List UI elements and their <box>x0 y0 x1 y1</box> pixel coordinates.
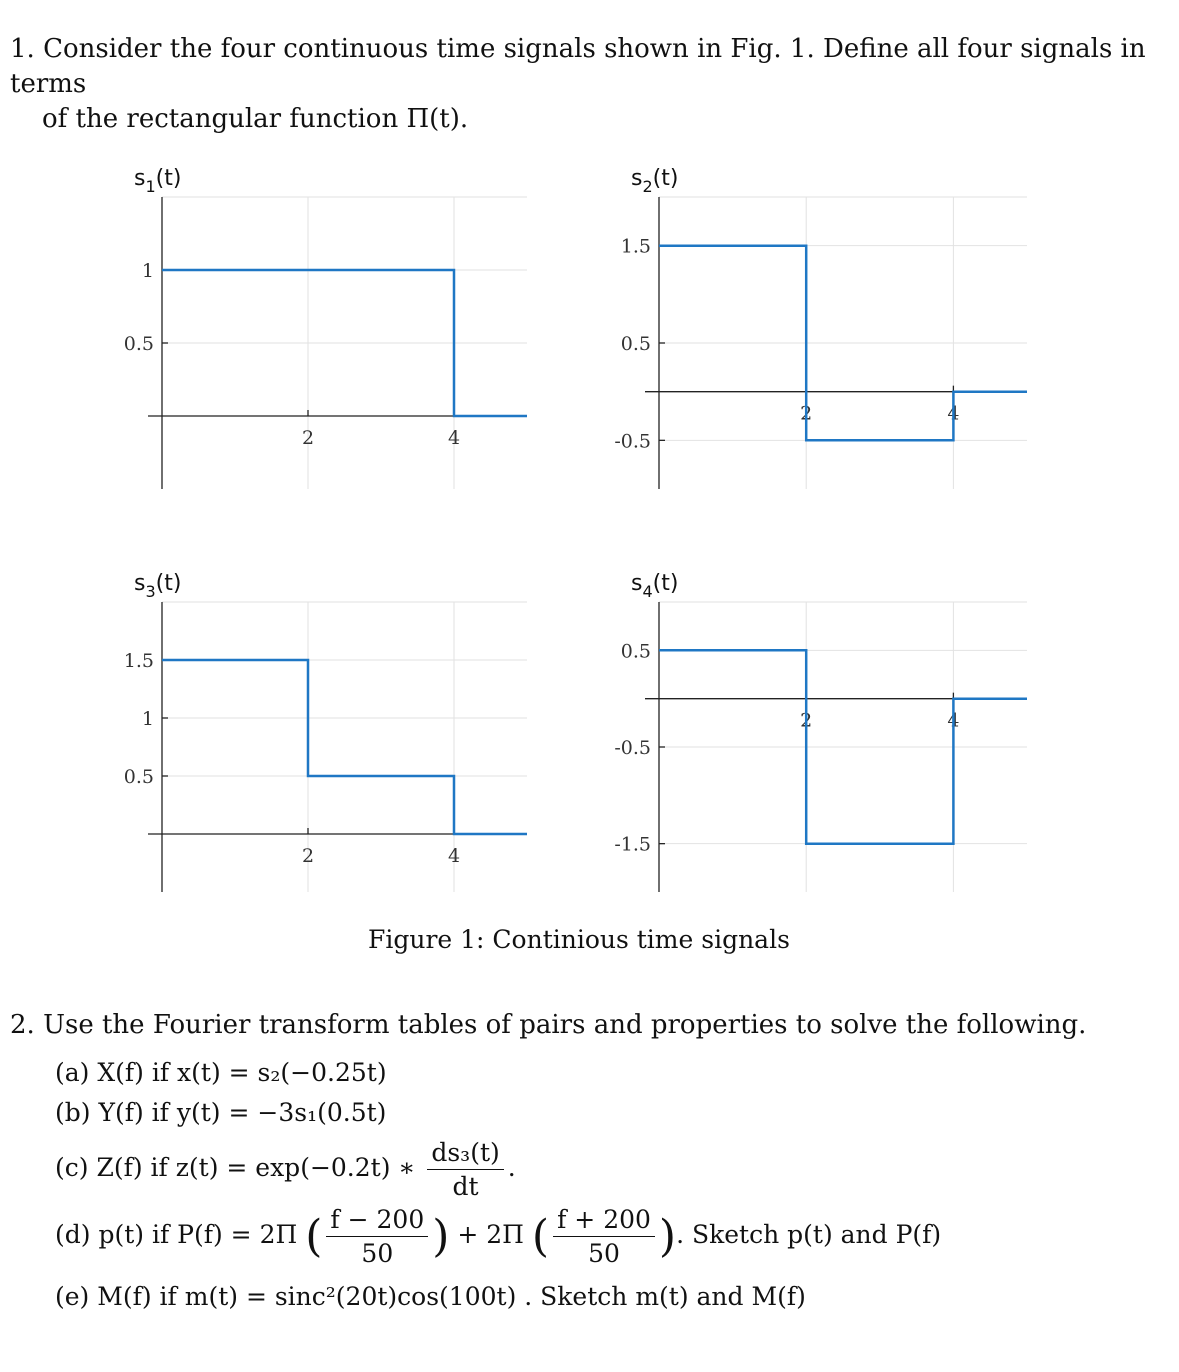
question-2e: (e) M(f) if m(t) = sinc²(20t)cos(100t) . Sketch m(t) and M(f) <box>55 1282 806 1311</box>
x-tick-label: 2 <box>800 402 813 425</box>
question-2c-suffix: . <box>507 1153 516 1182</box>
y-tick-label: 0.5 <box>620 333 651 355</box>
x-tick-label: 4 <box>447 845 461 867</box>
rect-argument-2 <box>553 1205 655 1268</box>
question-1-line-2: of the rectangular function Π(t). <box>42 104 469 134</box>
question-1-line-1: 1. Consider the four continuous time signals shown in Fig. 1. Define all four signals in terms <box>10 34 1146 99</box>
question-2a: (a) X(f) if x(t) = s₂(−0.25t) <box>55 1058 387 1087</box>
rect-argument-1-numerator: f − 200 <box>326 1205 428 1237</box>
x-tick-label: 4 <box>947 402 960 425</box>
y-tick-label: 0.5 <box>123 766 154 788</box>
plot-s4 <box>614 571 1027 892</box>
question-2d-suffix: . Sketch p(t) and P(f) <box>676 1220 942 1249</box>
rect-argument-2-numerator: f + 200 <box>553 1205 655 1237</box>
x-tick-label: 2 <box>301 845 315 867</box>
plot-s3 <box>124 571 527 892</box>
y-tick-label: 1.5 <box>620 235 651 258</box>
rect-argument-2-denominator: 50 <box>588 1239 620 1268</box>
x-tick-label: 4 <box>947 709 960 732</box>
x-tick-label: 2 <box>301 427 315 449</box>
rect-argument-1 <box>326 1205 428 1268</box>
y-tick-label: 0.5 <box>123 333 154 355</box>
question-2d: (d) p(t) if P(f) = 2Π ( $\frac{f - 200}{50}$ ) + 2Π ( $\frac{f + 200}{50}$ ). Sketch p(t) and P(f) <box>55 1205 942 1268</box>
plot-title: $s_1(t)$ <box>134 166 182 196</box>
derivative-denominator: dt <box>452 1172 479 1201</box>
y-tick-label: -0.5 <box>614 430 651 453</box>
y-tick-label: 1 <box>141 260 154 282</box>
question-2b: (b) Y(f) if y(t) = −3s₁(0.5t) <box>55 1098 387 1127</box>
derivative-fraction <box>427 1138 503 1201</box>
plot-title: $s_2(t)$ <box>631 166 679 196</box>
question-2-intro: 2. Use the Fourier transform tables of pairs and properties to solve the following. <box>10 1010 1087 1040</box>
x-tick-label: 2 <box>800 709 813 732</box>
figure-caption: Figure 1: Continious time signals <box>368 925 790 954</box>
plot-s1 <box>124 166 527 489</box>
question-2c-prefix: (c) Z(f) if z(t) = exp(−0.2t) ∗ <box>55 1153 416 1182</box>
plot-s2 <box>614 166 1027 489</box>
question-2d-middle: + 2Π <box>457 1220 524 1249</box>
y-tick-label: 0.5 <box>620 640 651 663</box>
y-tick-label: 1 <box>141 708 154 730</box>
y-tick-label: -0.5 <box>614 737 651 759</box>
question-2d-prefix: (d) p(t) if P(f) = 2Π <box>55 1220 298 1249</box>
question-2c <box>55 1138 516 1201</box>
y-tick-label: 1.5 <box>123 650 154 672</box>
y-tick-label: -1.5 <box>614 833 651 856</box>
rect-argument-1-denominator: 50 <box>361 1239 394 1268</box>
signal-line <box>162 660 527 834</box>
plot-title: $s_4(t)$ <box>631 571 679 601</box>
x-tick-label: 4 <box>447 427 461 449</box>
plot-title: $s_3(t)$ <box>134 571 182 601</box>
derivative-numerator: ds₃(t) <box>427 1138 503 1170</box>
